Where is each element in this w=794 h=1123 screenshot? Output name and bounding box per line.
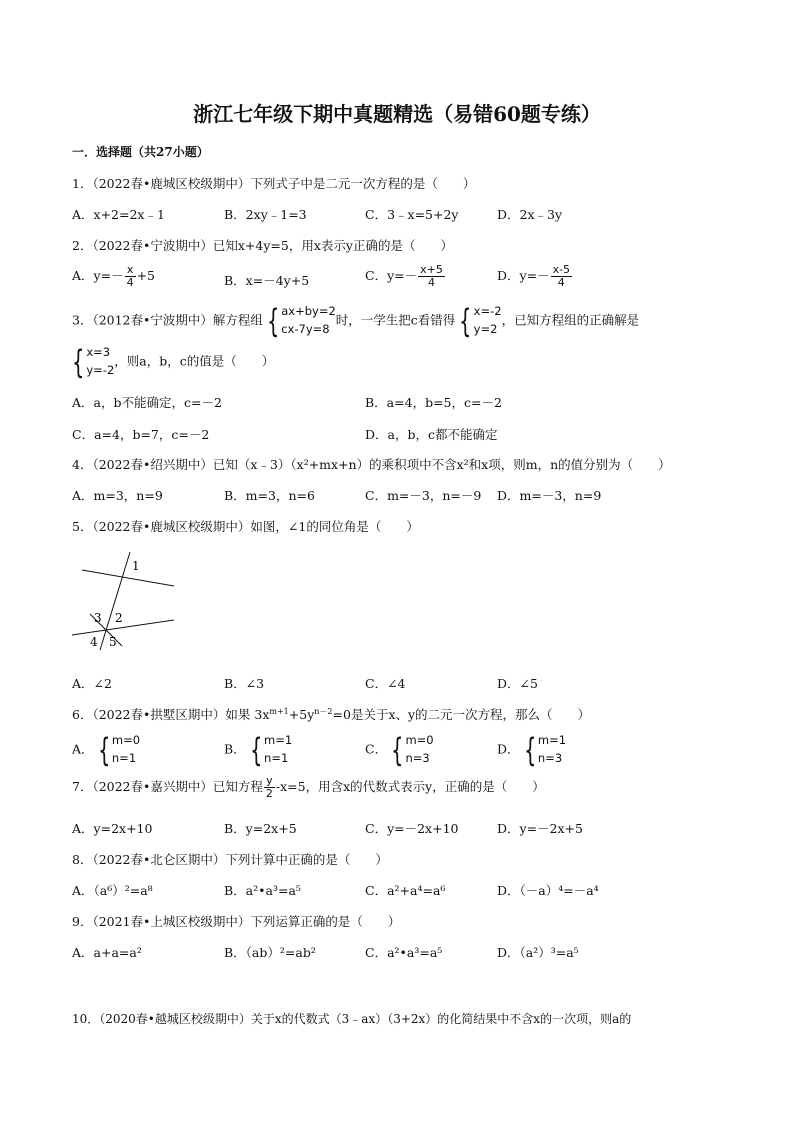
system-row: cx-7y=8	[281, 321, 330, 336]
fraction-numerator: y	[264, 775, 275, 788]
brace-icon: {	[459, 301, 472, 340]
question-6-stem	[72, 707, 590, 722]
question-4-option-b: B．m=3，n=6	[224, 488, 315, 503]
question-6-option-c	[365, 732, 434, 768]
brace-icon: {	[266, 301, 280, 340]
stem-text: 时，一学生把c看错得	[335, 312, 456, 328]
question-5-option-d: D．∠5	[497, 676, 538, 691]
stem-text: +5y	[288, 707, 315, 722]
question-2-option-a	[72, 264, 155, 289]
system-row: ax+by=2	[281, 304, 336, 318]
question-2-option-b: B．x=－4y+5	[224, 273, 310, 288]
system-row: n=3	[537, 750, 563, 765]
fraction	[125, 264, 136, 289]
question-3-option-c: C．a=4，b=7，c=－2	[72, 427, 210, 442]
question-8-option-c: C．a²+a⁴=a⁶	[365, 883, 446, 898]
question-9-stem: 9．（2021春•上城区校级期中）下列运算正确的是（ ）	[72, 914, 401, 929]
question-1-option-a: A．x+2=2x﹣1	[72, 207, 165, 222]
equation-system	[455, 303, 501, 339]
equation-system	[68, 344, 114, 380]
question-5-stem: 5．（2022春•鹿城区校级期中）如图，∠1的同位角是（ ）	[72, 519, 419, 534]
exponent: m+1	[269, 706, 289, 716]
fraction	[551, 264, 572, 289]
fraction-denominator: 4	[126, 276, 134, 290]
stem-text: -x=5，用含x的代数式表示y，正确的是（ ）	[275, 779, 545, 795]
angle-label-5: 5	[109, 635, 117, 649]
question-6-option-b	[224, 732, 292, 768]
question-5-option-c: C．∠4	[365, 676, 406, 691]
system-row: n=1	[264, 750, 289, 765]
stem-text: 3．（2012春•宁波期中）解方程组	[72, 312, 263, 328]
question-1-stem: 1．（2022春•鹿城区校级期中）下列式子中是二元一次方程的是（ ）	[72, 176, 476, 191]
question-3-option-a: A．a，b不能确定，c=－2	[72, 395, 222, 410]
question-4-option-c: C．m=－3，n=－9	[365, 488, 482, 503]
option-label: C．	[365, 741, 388, 757]
question-7-option-a: A．y=2x+10	[72, 821, 153, 836]
question-9-option-a: A．a+a=a²	[72, 945, 142, 960]
fraction-numerator: x	[125, 264, 136, 277]
brace-icon: {	[72, 342, 85, 381]
system-row: n=3	[405, 750, 430, 765]
angle-figure	[72, 550, 182, 655]
system-row: m=1	[537, 733, 567, 747]
fraction-numerator: x+5	[420, 263, 443, 276]
question-7-stem	[72, 775, 545, 800]
option-label: B．	[224, 741, 246, 757]
angle-label-2: 2	[115, 611, 123, 625]
option-label: D．	[497, 741, 520, 757]
section-heading: 一．选择题（共27小题）	[72, 145, 209, 159]
fraction-denominator: 2	[265, 787, 273, 801]
question-3-option-d: D．a，b，c都不能确定	[365, 427, 498, 442]
page-title: 浙江七年级下期中真题精选（易错60题专练）	[193, 102, 601, 126]
question-8-stem: 8．（2022春•北仑区期中）下列计算中正确的是（ ）	[72, 852, 388, 867]
brace-icon: {	[97, 730, 110, 769]
stem-text: ，则a，b，c的值是（ ）	[114, 353, 275, 369]
question-7-option-b: B．y=2x+5	[224, 821, 297, 836]
system-row: m=1	[264, 733, 293, 747]
question-1-option-c: C．3﹣x=5+2y	[365, 207, 459, 222]
system-row: x=3	[86, 345, 111, 359]
system-row: y=-2	[86, 362, 115, 377]
parallel-line-top	[82, 570, 174, 586]
question-9-option-c: C．a²•a³=a⁵	[365, 945, 443, 960]
stem-text: 7．（2022春•嘉兴期中）已知方程	[72, 779, 263, 795]
stem-text: 6．（2022春•拱墅区期中）如果 3x	[72, 707, 270, 722]
question-9-option-d: D．（a²）³=a⁵	[497, 945, 579, 960]
system-row: m=0	[111, 733, 141, 747]
question-6-option-d	[497, 732, 566, 768]
question-4-option-a: A．m=3，n=9	[72, 488, 163, 503]
question-8-option-b: B．a²•a³=a⁵	[224, 883, 301, 898]
question-6-option-a	[72, 732, 140, 768]
question-10-stem: 10．（2020春•越城区校级期中）关于x的代数式（3﹣ax）（3+2x）的化简结果中不含x的一次项，则a的	[72, 1012, 632, 1026]
exponent: n－2	[314, 706, 333, 716]
question-8-option-d: D．（－a）⁴=－a⁴	[497, 883, 599, 898]
option-label: A．	[72, 741, 94, 757]
question-5-option-b: B．∠3	[224, 676, 265, 691]
system-row: y=2	[473, 321, 498, 336]
equation-system	[94, 732, 141, 768]
brace-icon: {	[523, 730, 536, 769]
equation-system	[520, 732, 567, 768]
fraction-denominator: 4	[427, 276, 435, 290]
fraction-numerator: x-5	[552, 263, 571, 276]
option-text: D．y=－	[497, 268, 550, 284]
stem-text: =0是关于x、y的二元一次方程，那么（ ）	[332, 707, 591, 722]
equation-system	[263, 303, 336, 339]
stem-text: ，已知方程组的正确解是	[501, 312, 640, 328]
equation-system	[246, 732, 293, 768]
system-row: n=1	[111, 750, 137, 765]
question-3-option-b: B．a=4，b=5，c=－2	[365, 395, 502, 410]
brace-icon: {	[249, 730, 262, 769]
question-3-stem	[72, 303, 639, 339]
equation-system	[387, 732, 434, 768]
question-3-stem-cont	[68, 344, 274, 380]
question-8-option-a: A．（a⁶）²=a⁸	[72, 883, 153, 898]
question-7-option-c: C．y=－2x+10	[365, 821, 459, 836]
question-5-option-a: A．∠2	[72, 676, 112, 691]
system-row: m=0	[405, 733, 434, 747]
fraction	[264, 775, 275, 800]
option-text: A．y=－	[72, 268, 124, 284]
fraction-denominator: 4	[557, 276, 565, 290]
option-text: C．y=－	[365, 268, 418, 284]
system-row: x=-2	[473, 304, 502, 318]
option-text: +5	[136, 268, 156, 284]
angle-label-4: 4	[90, 635, 98, 649]
angle-label-1: 1	[132, 559, 140, 573]
question-1-option-b: B．2xy﹣1=3	[224, 207, 307, 222]
brace-icon: {	[391, 730, 404, 769]
question-1-option-d: D．2x﹣3y	[497, 207, 563, 222]
question-4-stem: 4．（2022春•绍兴期中）已知（x﹣3）（x²+mx+n）的乘积项中不含x²和x项，则m，n的值分别为（ ）	[72, 457, 671, 472]
question-9-option-b: B．（ab）²=ab²	[224, 945, 316, 960]
question-2-option-c	[365, 264, 446, 289]
question-2-option-d	[497, 264, 573, 289]
parallel-line-bottom	[72, 620, 174, 635]
question-7-option-d: D．y=－2x+5	[497, 821, 583, 836]
question-2-stem: 2．（2022春•宁波期中）已知x+4y=5，用x表示y正确的是（ ）	[72, 238, 453, 253]
fraction	[418, 264, 445, 289]
question-4-option-d: D．m=－3，n=9	[497, 488, 602, 503]
angle-label-3: 3	[94, 611, 102, 625]
